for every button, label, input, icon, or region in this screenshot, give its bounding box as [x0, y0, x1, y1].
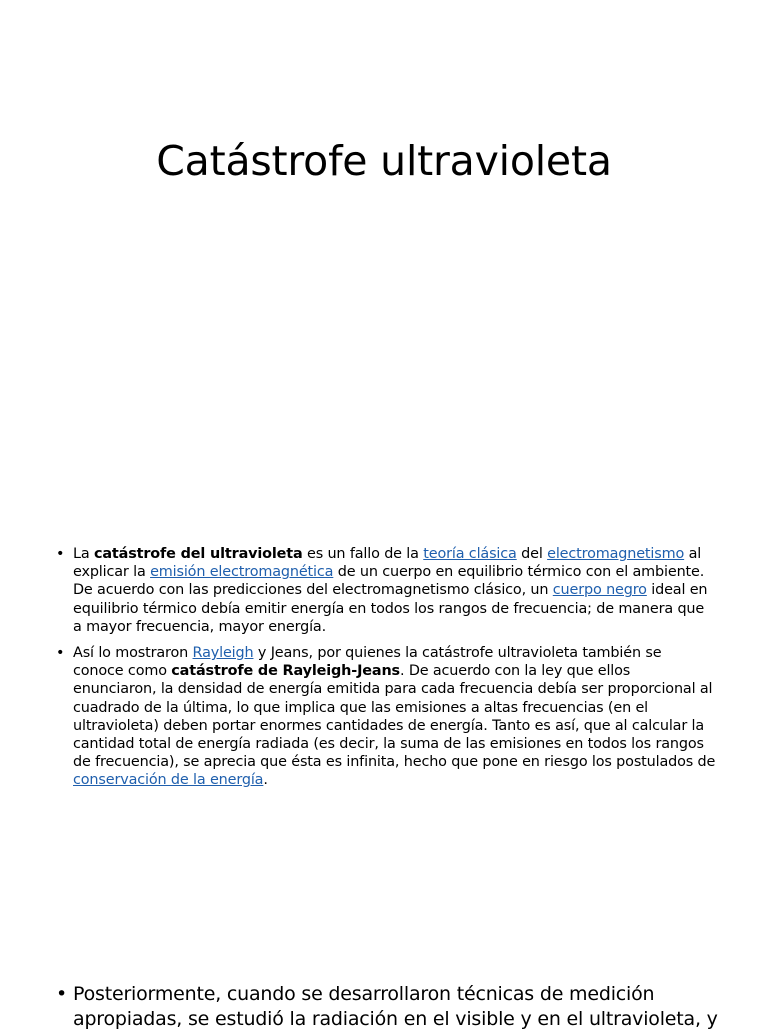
- bold-term: catástrofe del ultravioleta: [93, 546, 303, 562]
- bullet-text: . De acuerdo con la ley que ellos enunciaron, la densidad de energía emitida para cada frecuencia debía ser proporcional al cuadrado de la última, lo que implica que las emisiones a altas frecuencias (en el ultravioleta) deben portar enormes cantidades de energía. Tanto es así, que al calcular la cantidad total de energía radiada (es decir, la suma de las emisiones en todos los rangos de frecuencia), se aprecia que ésta es infinita, hecho que pone en riesgo los postulados de: [73, 663, 716, 771]
- bullet-text: de un cuerpo en equilibrio térmico con el ambiente. De acuerdo con las predicciones del electromagnetismo clásico, un: [73, 564, 705, 599]
- bullet-text: al explicar la: [73, 546, 702, 581]
- bullet-list-large: [56, 982, 736, 1032]
- bullet-text: y Jeans, por quienes la catástrofe ultravioleta también se conoce como: [73, 645, 662, 680]
- bullet-text: del: [516, 546, 548, 562]
- link-teoria-clasica[interactable]: teoría clásica: [423, 546, 517, 562]
- link-electromagnetismo[interactable]: electromagnetismo: [547, 546, 685, 562]
- bullet-text: .: [263, 772, 268, 789]
- bullet-marker: •: [56, 983, 68, 1005]
- bullet-list: [56, 545, 716, 798]
- bullet-item-1: [56, 545, 716, 636]
- link-emision-electromagnetica[interactable]: emisión electromagnética: [150, 564, 334, 581]
- bullet-text: ideal en equilibrio térmico debía emitir energía en todos los rangos de frecuencia; de manera que a mayor frecuencia, mayor energía.: [73, 582, 708, 635]
- bullet-marker: •: [56, 645, 65, 662]
- link-conservacion-energia[interactable]: conservación de la energía: [73, 772, 264, 789]
- link-rayleigh[interactable]: Rayleigh: [192, 645, 254, 662]
- bullet-text: La: [73, 546, 94, 562]
- link-cuerpo-negro[interactable]: cuerpo negro: [552, 582, 647, 599]
- bullet-text: Posteriormente, cuando se desarrollaron técnicas de medición apropiadas, se estudió la radiación en el visible y en el ultravioleta, y: [73, 983, 718, 1030]
- bullet-item-3: [56, 982, 736, 1032]
- bullet-item-2: [56, 644, 716, 790]
- slide-title: Catástrofe ultravioleta: [156, 137, 612, 186]
- bullet-marker: •: [56, 546, 65, 562]
- bold-term: catástrofe de Rayleigh-Jeans: [171, 663, 400, 680]
- bullet-text: Así lo mostraron: [73, 645, 193, 662]
- bullet-text: es un fallo de la: [302, 546, 424, 562]
